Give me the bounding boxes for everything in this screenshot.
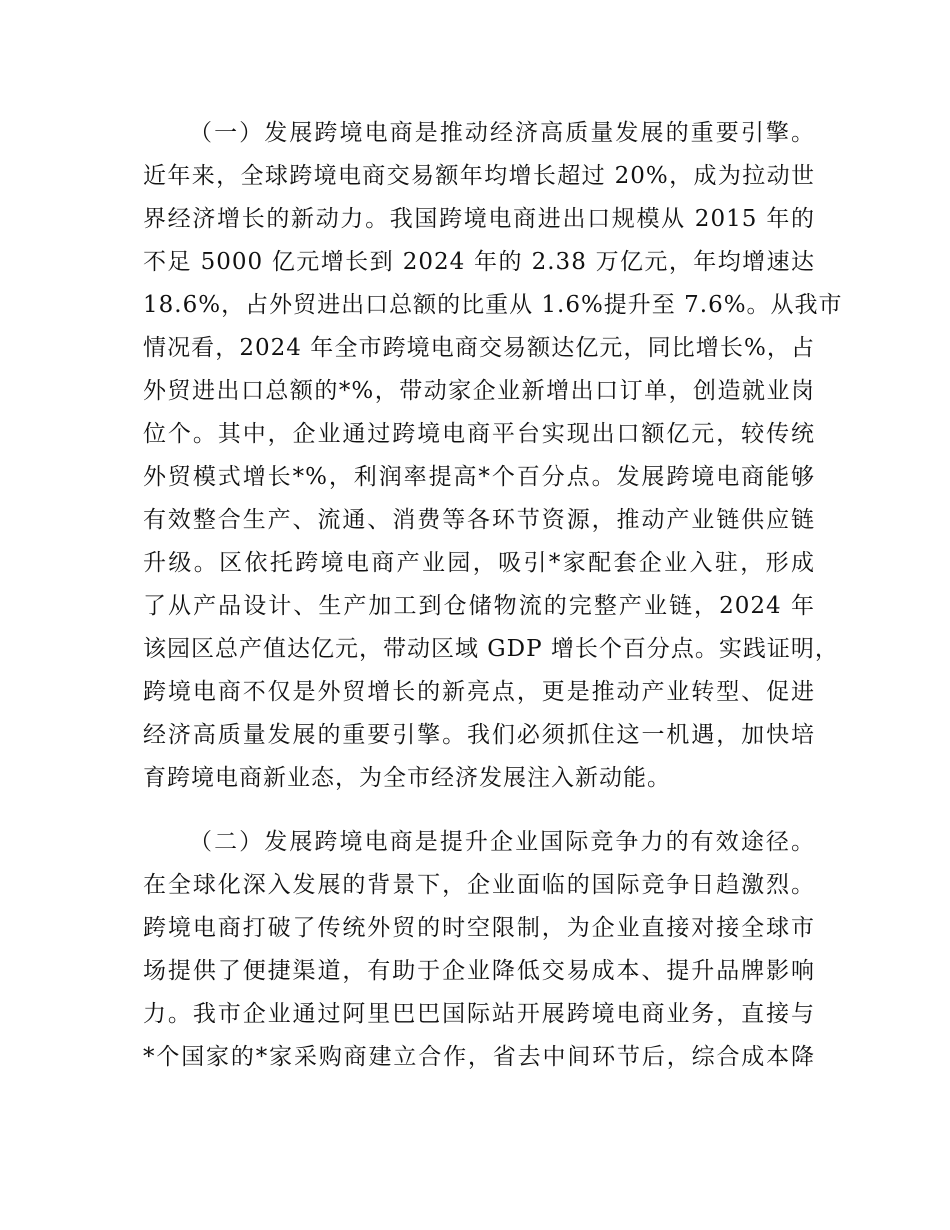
paragraph-heading: （一）发展跨境电商是推动经济高质量发展的重要引擎。 [189,120,815,146]
paragraph-line: 外贸模式增长*%，利润率提高*个百分点。发展跨境电商能够 [143,464,815,490]
paragraph-line: *个国家的*家采购商建立合作，省去中间环节后，综合成本降 [143,1044,815,1070]
paragraph-line: 不足 5000 亿元增长到 2024 年的 2.38 万亿元，年均增速达 [143,249,815,275]
paragraph-line: 跨境电商打破了传统外贸的时空限制，为企业直接对接全球市 [143,915,815,941]
paragraph-line: 外贸进出口总额的*%，带动家企业新增出口订单，创造就业岗 [143,378,815,404]
paragraph-line: 该园区总产值达亿元，带动区域 GDP 增长个百分点。实践证明， [143,636,839,662]
paragraph-line: 升级。区依托跨境电商产业园，吸引*家配套企业入驻，形成 [143,550,815,576]
paragraph-line: 18.6%，占外贸进出口总额的比重从 1.6%提升至 7.6%。从我市 [143,292,843,318]
paragraph-line: 位个。其中，企业通过跨境电商平台实现出口额亿元，较传统 [143,421,815,447]
paragraph-2 [143,821,815,1079]
paragraph-line: 经济高质量发展的重要引擎。我们必须抓住这一机遇，加快培 [143,722,815,748]
paragraph-heading: （二）发展跨境电商是提升企业国际竞争力的有效途径。 [189,829,815,855]
paragraph-line: 有效整合生产、流通、消费等各环节资源，推动产业链供应链 [143,507,815,533]
paragraph-line: 了从产品设计、生产加工到仓储物流的完整产业链，2024 年 [143,593,815,619]
paragraph-line: 育跨境电商新业态，为全市经济发展注入新动能。 [143,765,671,791]
paragraph-line: 场提供了便捷渠道，有助于企业降低交易成本、提升品牌影响 [143,958,815,984]
paragraph-line: 界经济增长的新动力。我国跨境电商进出口规模从 2015 年的 [143,206,815,232]
paragraph-line: 情况看，2024 年全市跨境电商交易额达亿元，同比增长%，占 [143,335,815,361]
paragraph-line: 跨境电商不仅是外贸增长的新亮点，更是推动产业转型、促进 [143,679,815,705]
paragraph-line: 力。我市企业通过阿里巴巴国际站开展跨境电商业务，直接与 [143,1001,815,1027]
paragraph-line: 在全球化深入发展的背景下，企业面临的国际竞争日趋激烈。 [143,872,815,898]
paragraph-line: 近年来，全球跨境电商交易额年均增长超过 20%，成为拉动世 [143,163,815,189]
paragraph-1 [143,112,843,800]
